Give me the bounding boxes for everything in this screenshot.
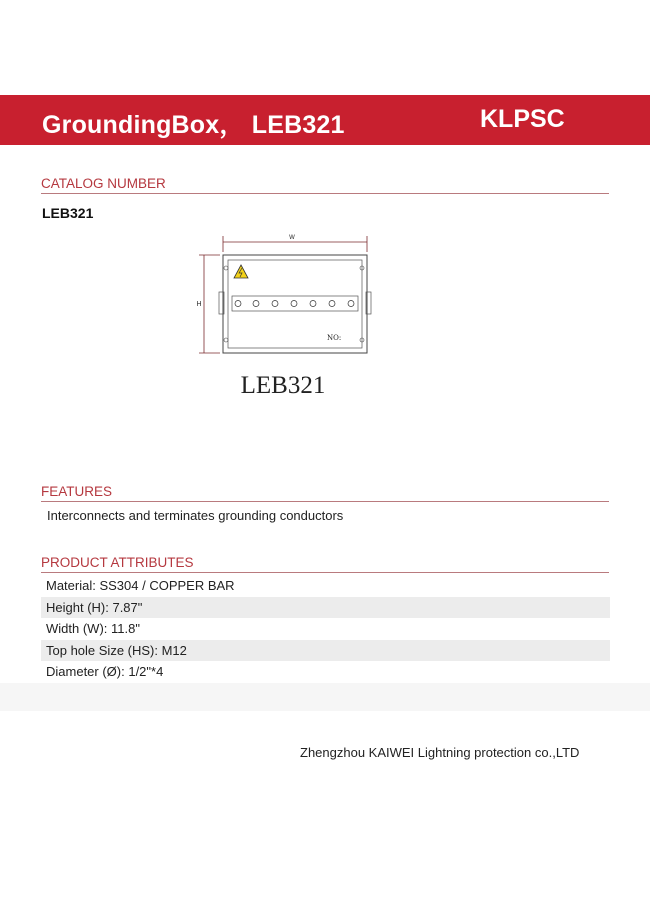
- product-drawing: [190, 230, 380, 405]
- attribute-row-material: Material: SS304 / COPPER BAR: [46, 578, 235, 593]
- drawing-model-label: LEB321: [240, 372, 326, 399]
- features-heading: FEATURES: [41, 484, 609, 502]
- header-banner: [0, 95, 650, 145]
- brand-name: KLPSC: [480, 105, 565, 133]
- height-dimension-label: H: [196, 300, 202, 308]
- busbar-terminals: [235, 301, 354, 307]
- product-title: GroundingBox， LEB321: [42, 111, 345, 139]
- plate-number-label: NO:: [327, 334, 342, 342]
- separator-band: [0, 683, 650, 711]
- warning-triangle-icon: [234, 265, 248, 278]
- catalog-number-heading: CATALOG NUMBER: [41, 176, 609, 194]
- attribute-row-width: Width (W): 11.8": [46, 621, 140, 637]
- company-footer: Zhengzhou KAIWEI Lightning protection co.,LTD: [300, 745, 580, 760]
- width-dimension-label: W: [289, 234, 295, 241]
- attribute-row-hole-size: Top hole Size (HS): M12: [41, 640, 610, 662]
- product-attributes-heading: PRODUCT ATTRIBUTES: [41, 555, 609, 573]
- attributes-table: [41, 575, 610, 683]
- attribute-row-height: Height (H): 7.87": [41, 597, 610, 619]
- feature-item: Interconnects and terminates grounding conductors: [47, 508, 344, 523]
- attribute-row-diameter: Diameter (Ø): 1/2"*4: [46, 664, 164, 680]
- catalog-number-value: LEB321: [42, 205, 94, 221]
